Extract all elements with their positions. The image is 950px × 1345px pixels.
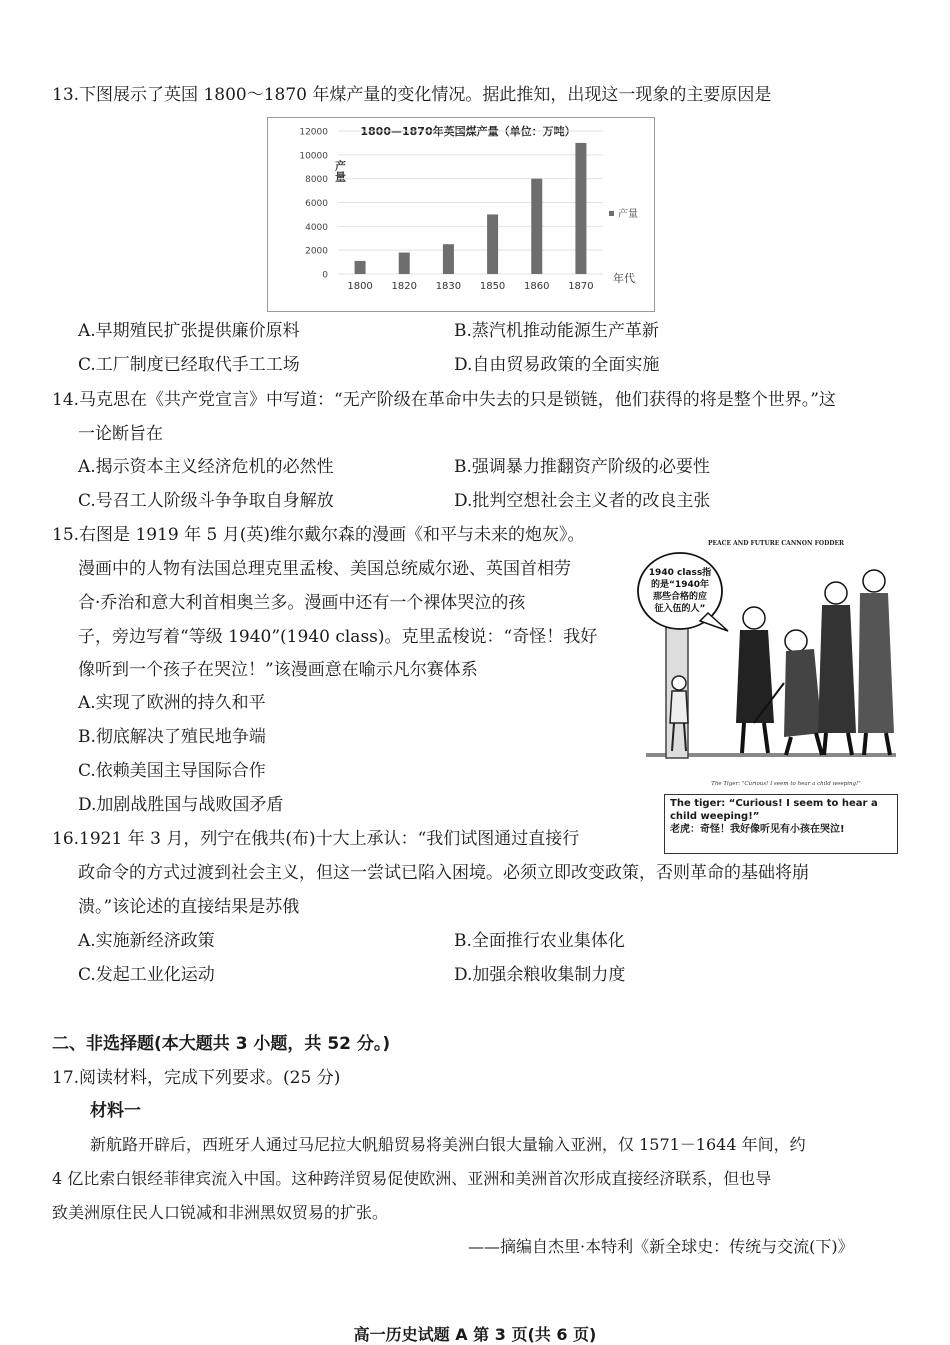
q13-stem: 13.下图展示了英国 1800～1870 年煤产量的变化情况。据此推知，出现这一现象的主要原因是 — [52, 85, 772, 105]
q15-stem-line2: 漫画中的人物有法国总理克里孟梭、美国总统威尔逊、英国首相劳 — [78, 559, 571, 579]
q14-option-c[interactable]: C.号召工人阶级斗争争取自身解放 — [78, 491, 334, 511]
x-tick-label: 1850 — [479, 281, 506, 292]
page-footer: 高一历史试题 A 第 3 页(共 6 页) — [353, 1325, 597, 1344]
q14-stem-line2: 一论断旨在 — [78, 424, 163, 444]
y-tick-label: 4000 — [305, 222, 328, 233]
y-tick-label: 8000 — [305, 175, 328, 186]
q14-option-b[interactable]: B.强调暴力推翻资产阶级的必要性 — [454, 457, 710, 477]
x-tick-label: 1820 — [391, 281, 417, 292]
bubble-line2: 的是“1940年 — [651, 580, 709, 590]
bar-chart — [268, 118, 654, 311]
q13-option-b[interactable]: B.蒸汽机推动能源生产革新 — [454, 321, 659, 341]
material-para-line3: 致美洲原住民人口锐减和非洲黑奴贸易的扩张。 — [52, 1203, 389, 1222]
q15-option-a[interactable]: A.实现了欧洲的持久和平 — [78, 693, 266, 713]
cartoon-image — [636, 533, 902, 791]
chart-ylabel: 产量 — [333, 160, 347, 182]
q14-stem-line1: 14.马克思在《共产党宣言》中写道：“无产阶级在革命中失去的只是锁链，他们获得的将是整个世界。”这 — [52, 390, 836, 410]
q16-option-a[interactable]: A.实施新经济政策 — [78, 931, 215, 951]
y-tick-label: 0 — [322, 270, 328, 281]
q13-option-d[interactable]: D.自由贸易政策的全面实施 — [454, 355, 660, 375]
legend-swatch — [609, 211, 614, 216]
chart-xlabel: 年代 — [613, 272, 635, 285]
caption-english: The tiger: “Curious! I seem to hear a child weeping!” — [670, 798, 878, 822]
y-tick-label: 12000 — [299, 127, 328, 138]
bubble-line3: 那些合格的应 — [652, 592, 708, 602]
y-tick-label: 6000 — [305, 199, 328, 209]
q16-option-b[interactable]: B.全面推行农业集体化 — [454, 931, 625, 951]
bar-1860 — [531, 179, 542, 274]
bar-1870 — [575, 143, 586, 274]
q15-option-b[interactable]: B.彻底解决了殖民地争端 — [78, 727, 266, 747]
q13-option-c[interactable]: C.工厂制度已经取代手工工场 — [78, 355, 300, 375]
x-tick-label: 1830 — [435, 281, 462, 292]
q16-stem-line3: 溃。”该论述的直接结果是苏俄 — [78, 897, 300, 917]
coal-output-chart — [267, 117, 655, 312]
q16-stem-line2: 政命令的方式过渡到社会主义，但这一尝试已陷入困境。必须立即改变政策，否则革命的基础将崩 — [78, 863, 809, 883]
bar-1800 — [355, 261, 366, 274]
q16-option-d[interactable]: D.加强余粮收集制力度 — [454, 965, 626, 985]
q14-option-a[interactable]: A.揭示资本主义经济危机的必然性 — [78, 457, 334, 477]
cartoon-caption — [664, 794, 898, 854]
q15-option-c[interactable]: C.依赖美国主导国际合作 — [78, 761, 266, 781]
y-tick-label: 10000 — [299, 151, 328, 162]
q17-stem: 17.阅读材料，完成下列要求。(25 分) — [52, 1068, 341, 1088]
cartoon-header: PEACE AND FUTURE CANNON FODDER — [707, 540, 845, 547]
bubble-line4: 征入伍的人” — [654, 604, 706, 614]
bar-1830 — [443, 244, 454, 274]
x-tick-label: 1870 — [568, 281, 594, 292]
x-tick-label: 1860 — [524, 281, 550, 292]
section2-heading: 二、非选择题(本大题共 3 小题，共 52 分。) — [52, 1034, 391, 1054]
q15-option-d[interactable]: D.加剧战胜国与战败国矛盾 — [78, 795, 284, 815]
material-para-line2: 4 亿比索白银经菲律宾流入中国。这种跨洋贸易促使欧洲、亚洲和美洲首次形成直接经济联系，但也导 — [52, 1169, 772, 1188]
q16-stem-line1: 16.1921 年 3 月，列宁在俄共(布)十大上承认：“我们试图通过直接行 — [52, 829, 580, 849]
q15-stem-line5: 像听到一个孩子在哭泣！”该漫画意在喻示凡尔赛体系 — [78, 660, 478, 680]
y-tick-label: 2000 — [305, 246, 328, 257]
bubble-line1: 1940 class指 — [648, 568, 712, 578]
q13-option-a[interactable]: A.早期殖民扩张提供廉价原料 — [78, 321, 300, 341]
cartoon-bottom-text: The Tiger: "Curious! I seem to hear a child weeping!" — [711, 781, 861, 787]
x-tick-label: 1800 — [347, 281, 373, 292]
bar-1820 — [399, 253, 410, 274]
q15-stem-line3: 合·乔治和意大利首相奥兰多。漫画中还有一个裸体哭泣的孩 — [78, 593, 526, 613]
q15-stem-line4: 子，旁边写着“等级 1940”(1940 class)。克里孟梭说：“奇怪！我好 — [78, 627, 598, 647]
q14-option-d[interactable]: D.批判空想社会主义者的改良主张 — [454, 491, 711, 511]
material-source: ——摘编自杰里·本特利《新全球史：传统与交流(下)》 — [468, 1237, 854, 1256]
bar-1850 — [487, 214, 498, 274]
q15-stem-line1: 15.右图是 1919 年 5 月(英)维尔戴尔森的漫画《和平与未来的炮灰》。 — [52, 525, 585, 545]
caption-chinese: 老虎：奇怪！我好像听见有小孩在哭泣! — [670, 824, 845, 835]
legend-label: 产量 — [618, 209, 638, 220]
q16-option-c[interactable]: C.发起工业化运动 — [78, 965, 215, 985]
material-label: 材料一 — [90, 1101, 141, 1121]
chart-title: 1800—1870年英国煤产量（单位：万吨） — [360, 125, 576, 138]
material-para-line1: 新航路开辟后，西班牙人通过马尼拉大帆船贸易将美洲白银大量输入亚洲，仅 1571－1644 年间，约 — [90, 1135, 806, 1154]
